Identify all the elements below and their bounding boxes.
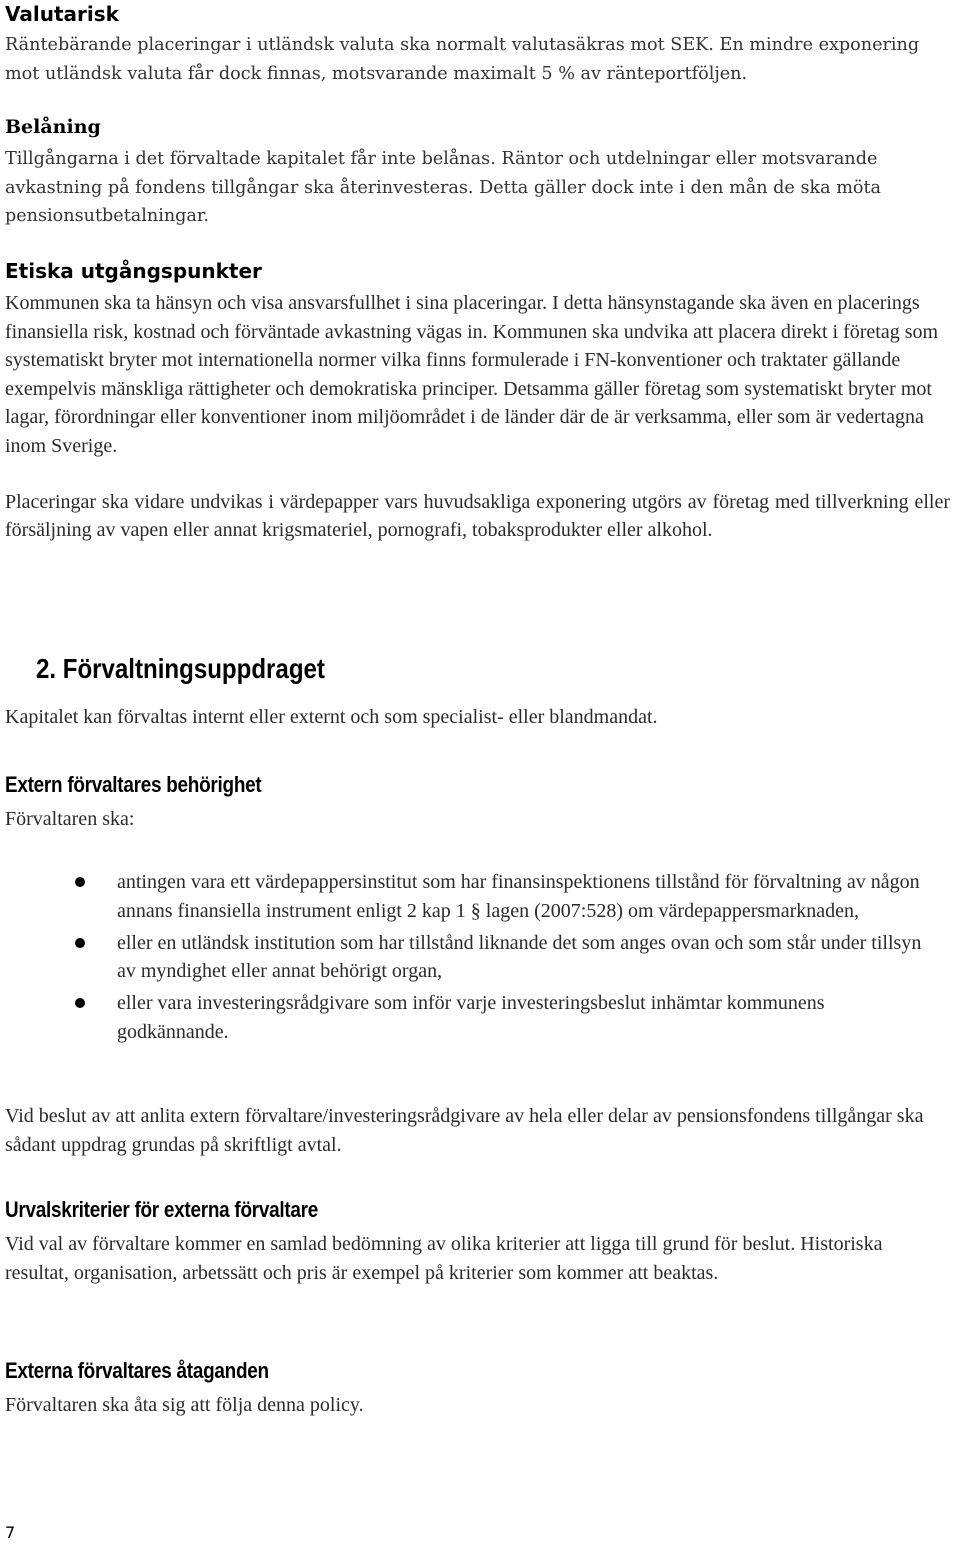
page-number: 7 <box>5 1523 16 1542</box>
list-behorighet <box>75 868 935 1050</box>
paragraph-forvaltningsuppdraget: Kapitalet kan förvaltas internt eller externt och som specialist- eller blandmandat. <box>5 706 658 728</box>
paragraph-ataganden: Förvaltaren ska åta sig att följa denna policy. <box>5 1394 364 1416</box>
list-item-text: antingen vara ett värdepappersinstitut som har finansinspektionens tillstånd för förvaltning av någon annans finansiella instrument enligt 2 kap 1 § lagen (2007:528) om värdepappersmarknaden, <box>117 871 920 922</box>
paragraph-extern-outro: Vid beslut av att anlita extern förvaltare/investeringsrådgivare av hela eller delar av pensionsfondens tillgångar ska sådant uppdrag grundas på skriftligt avtal. <box>5 1105 924 1156</box>
section-ataganden <box>5 1357 950 1420</box>
section-etiska <box>5 257 950 545</box>
heading-forvaltningsuppdraget: 2. Förvaltningsuppdraget <box>35 653 325 684</box>
paragraph-etiska-vapen: Placeringar ska vidare undvikas i värdepapper vars huvudsakliga exponering utgörs av företag med tillverkning eller försäljning av vapen eller annat krigsmateriel, pornografi, tobaksprodukter eller alkohol. <box>5 490 950 542</box>
bullet-icon <box>75 877 85 887</box>
heading-ataganden: Externa förvaltares åtaganden <box>5 1358 269 1383</box>
section-urvalskriterier <box>5 1196 950 1287</box>
heading-urvalskriterier: Urvalskriterier för externa förvaltare <box>5 1197 319 1222</box>
section-belaning <box>5 113 950 231</box>
list-item <box>75 989 935 1047</box>
section-valutarisk <box>5 0 950 88</box>
paragraph-etiska: Kommunen ska ta hänsyn och visa ansvarsfullhet i sina placeringar. I detta hänsynstagande ska även en placerings finansiella risk, kostnad och förväntade avkastning vägas in. Kommunen ska undvika att placera direkt i företag som systematiskt bryter mot internationella normer vilka finns formulerade i FN-konventioner och traktater gällande exempelvis mänskliga rättigheter och demokratiska principer. Detsamma gäller företag som systematiskt bryter mot lagar, förordningar eller konventioner inom miljöområdet i de länder där de är verksamma, eller som är vedertagna inom Sverige. <box>5 292 939 457</box>
paragraph-extern-intro: Förvaltaren ska: <box>5 808 135 830</box>
bullet-icon <box>75 938 85 948</box>
section-extern-outro <box>5 1102 950 1159</box>
list-item <box>75 868 935 926</box>
bullet-icon <box>75 998 85 1008</box>
section-forvaltningsuppdraget <box>5 651 950 732</box>
section-extern-behorighet <box>5 771 950 834</box>
list-item-text: eller vara investeringsrådgivare som inför varje investeringsbeslut inhämtar kommunens godkännande. <box>117 992 825 1043</box>
heading-valutarisk: Valutarisk <box>5 2 119 26</box>
paragraph-belaning: Tillgångarna i det förvaltade kapitalet får inte belånas. Räntor och utdelningar eller motsvarande avkastning på fondens tillgångar ska återinvesteras. Detta gäller dock inte i den mån de ska möta pensionsutbetalningar. <box>5 149 882 227</box>
list-item-text: eller en utländsk institution som har tillstånd liknande det som anges ovan och som står under tillsyn av myndighet eller annat behörigt organ, <box>117 931 922 983</box>
paragraph-valutarisk: Räntebärande placeringar i utländsk valuta ska normalt valutasäkras mot SEK. En mindre exponering mot utländsk valuta får dock finnas, motsvarande maximalt 5 % av ränteportföljen. <box>5 35 920 84</box>
heading-etiska: Etiska utgångspunkter <box>5 259 262 283</box>
heading-extern-behorighet: Extern förvaltares behörighet <box>5 772 262 797</box>
paragraph-urvalskriterier: Vid val av förvaltare kommer en samlad bedömning av olika kriterier att ligga till grund för beslut. Historiska resultat, organisation, arbetssätt och pris är exempel på kriterier som kommer att beaktas. <box>5 1233 883 1284</box>
list-item <box>75 929 935 987</box>
heading-belaning: Belåning <box>5 116 101 138</box>
